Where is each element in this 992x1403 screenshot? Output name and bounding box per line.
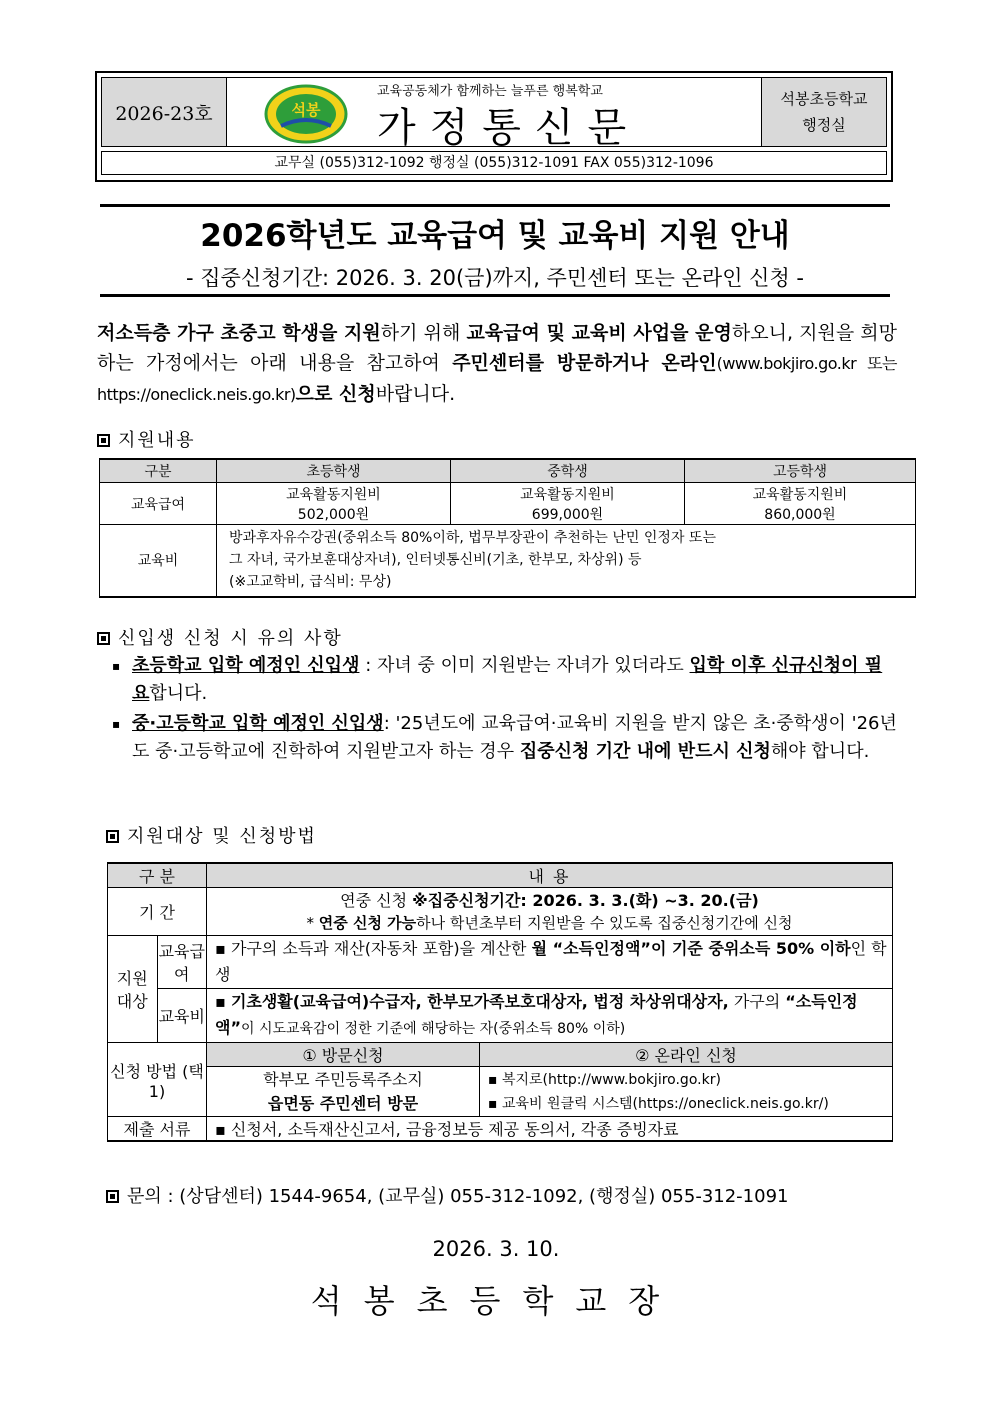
eligibility-table bbox=[107, 862, 893, 1142]
square-bullet-icon bbox=[97, 632, 110, 645]
row-label: 제출 서류 bbox=[108, 1117, 207, 1142]
intro-text-1: 하기 위해 bbox=[380, 322, 467, 344]
row-label: 신청 방법 (택1) bbox=[108, 1043, 207, 1117]
school-logo-icon bbox=[263, 84, 349, 144]
amount-cell: 교육활동지원비 860,000원 bbox=[685, 483, 916, 525]
row-label: 교육급여 bbox=[157, 936, 207, 989]
period-cell: 연중 신청 ※집중신청기간: 2026. 3. 3.(화) ~3. 20.(금) * 연중 신청 가능하나 학년초부터 지원받을 수 있도록 집중신청기간에 신청 bbox=[207, 888, 893, 936]
page-title: 2026학년도 교육급여 및 교육비 지원 안내 bbox=[200, 218, 790, 254]
support-table bbox=[99, 458, 916, 598]
square-bullet-icon bbox=[106, 1190, 119, 1203]
list-item: ▪ 중·고등학교 입학 예정인 신입생: '25년도에 교육급여·교육비 지원을 받지 않은 초·중학생이 '26년도 중·고등학교에 진학하여 지원받고자 하는 경우 집중신청 기간 내에 반드시 신청해야 합니다. bbox=[112, 710, 897, 766]
intro-text-3: 바랍니다. bbox=[375, 383, 456, 405]
header-top-row bbox=[101, 77, 887, 151]
table-row bbox=[108, 863, 893, 888]
col-header: 구분 bbox=[100, 459, 217, 483]
amount-cell: 교육활동지원비 502,000원 bbox=[217, 483, 451, 525]
col-header: 구 분 bbox=[108, 863, 207, 888]
section-heading-support: 지원내용 bbox=[97, 426, 196, 452]
edu-cost-detail: 방과후자유수강권(중위소득 80%이하, 법무부장관이 추천하는 난민 인정자 또는 그 자녀, 국가보훈대상자녀), 인터넷통신비(기초, 한부모, 차상위) 등 (※고교학비, 급식비: 무상) bbox=[217, 525, 916, 597]
logo-text: 석봉 bbox=[291, 101, 321, 119]
square-bullet-icon bbox=[97, 434, 110, 447]
principal-signature: 석봉초등학교장 bbox=[310, 1282, 682, 1320]
intro-urls: (www.bokjiro.go.kr 또는 https://oneclick.neis.go.kr) bbox=[97, 354, 897, 404]
section-heading-new-students: 신입생 신청 시 유의 사항 bbox=[97, 624, 343, 650]
row-label: 기 간 bbox=[108, 888, 207, 936]
docs-cell: ▪ 신청서, 소득재산신고서, 금융정보등 제공 동의서, 각종 증빙자료 bbox=[207, 1117, 893, 1142]
intro-bold-4: 으로 신청 bbox=[295, 383, 376, 405]
inquiry-line: 문의 : (상담센터) 1544-9654, (교무실) 055-312-1092, (행정실) 055-312-1091 bbox=[106, 1182, 789, 1208]
table-row bbox=[108, 1117, 893, 1142]
col-header: 고등학생 bbox=[685, 459, 916, 483]
table-row bbox=[108, 1067, 893, 1117]
school-name: 석봉초등학교 bbox=[780, 90, 868, 108]
col-header: 중학생 bbox=[451, 459, 685, 483]
intro-paragraph bbox=[97, 318, 897, 410]
issuer-box bbox=[761, 77, 887, 147]
header-center bbox=[227, 77, 761, 151]
edu-pay-criteria: ▪ 가구의 소득과 재산(자동차 포함)을 계산한 월 “소득인정액”이 기준 중위소득 50% 이하인 학생 bbox=[207, 936, 893, 989]
department: 행정실 bbox=[802, 116, 846, 134]
intro-text-2: 하오니, 지원을 희망하는 가정에서는 아래 내용을 참고하여 bbox=[97, 322, 898, 374]
row-label: 지원 대상 bbox=[108, 936, 158, 1043]
square-bullet-icon bbox=[106, 830, 119, 843]
col-header: ② 온라인 신청 bbox=[480, 1043, 893, 1067]
newsletter-title: 가정통신문 bbox=[377, 105, 641, 151]
row-label: 교육비 bbox=[157, 989, 207, 1043]
visit-method: 학부모 주민등록주소지 읍면동 주민센터 방문 bbox=[207, 1067, 480, 1117]
amount-cell: 교육활동지원비 699,000원 bbox=[451, 483, 685, 525]
row-label: 교육급여 bbox=[100, 483, 217, 525]
col-header: 초등학생 bbox=[217, 459, 451, 483]
issue-number: 2026-23호 bbox=[101, 77, 227, 147]
section-heading-eligibility: 지원대상 및 신청방법 bbox=[106, 822, 317, 848]
title-rule-top bbox=[100, 204, 890, 207]
page-subtitle: - 집중신청기간: 2026. 3. 20(금)까지, 주민센터 또는 온라인 신청 - bbox=[186, 266, 804, 290]
col-header: 내 용 bbox=[207, 863, 893, 888]
table-row bbox=[100, 483, 916, 525]
issue-date: 2026. 3. 10. bbox=[432, 1237, 560, 1261]
table-row bbox=[108, 1043, 893, 1067]
contact-line: 교무실 (055)312-1092 행정실 (055)312-1091 FAX 055)312-1096 bbox=[101, 151, 887, 175]
newsletter-header bbox=[95, 71, 893, 182]
online-method: ▪ 복지로(http://www.bokjiro.go.kr) ▪ 교육비 원클릭 시스템(https://oneclick.neis.go.kr/) bbox=[480, 1067, 893, 1117]
notes-list bbox=[112, 652, 897, 766]
table-row bbox=[108, 936, 893, 989]
school-motto: 교육공동체가 함께하는 늘푸른 행복학교 bbox=[377, 84, 603, 99]
list-item: ▪ 초등학교 입학 예정인 신입생 : 자녀 중 이미 지원받는 자녀가 있더라도 입학 이후 신규신청이 필요합니다. bbox=[112, 652, 897, 708]
intro-bold-3: 주민센터를 방문하거나 온라인 bbox=[452, 352, 717, 374]
intro-bold-1: 저소득층 가구 초중고 학생을 지원 bbox=[97, 322, 381, 344]
intro-bold-2: 교육급여 및 교육비 사업을 운영 bbox=[466, 322, 732, 344]
col-header: ① 방문신청 bbox=[207, 1043, 480, 1067]
edu-cost-criteria: ▪ 기초생활(교육급여)수급자, 한부모가족보호대상자, 법정 차상위대상자, 가구의 “소득인정액”이 시도교육감이 정한 기준에 해당하는 자(중위소득 80% 이하) bbox=[207, 989, 893, 1043]
table-row bbox=[108, 989, 893, 1043]
row-label: 교육비 bbox=[100, 525, 217, 597]
title-rule-bottom bbox=[100, 294, 890, 297]
table-row bbox=[108, 888, 893, 936]
table-row bbox=[100, 525, 916, 597]
